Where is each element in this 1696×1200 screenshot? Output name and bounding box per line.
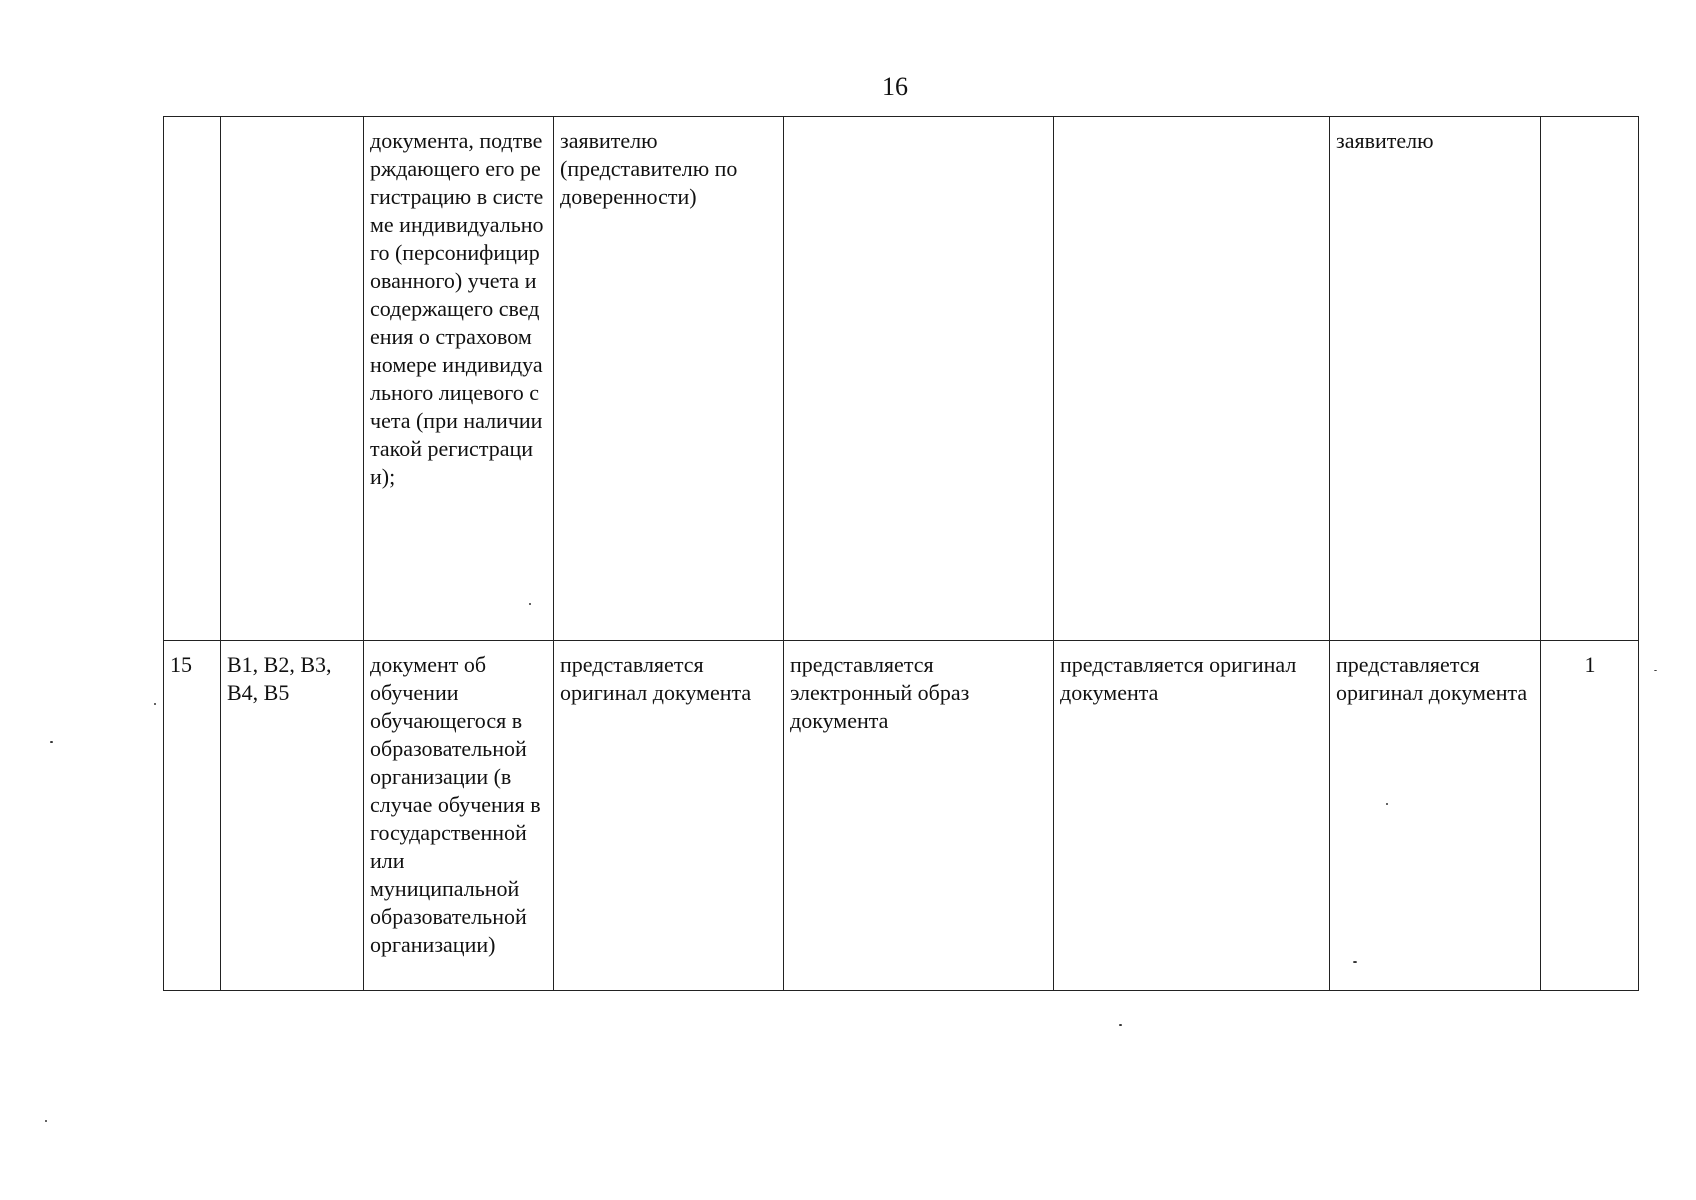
table-cell: 1	[1541, 641, 1639, 991]
scan-speck	[1654, 670, 1657, 671]
scan-speck	[1119, 1024, 1122, 1026]
table-cell: представляется электронный образ документа	[784, 641, 1054, 991]
table-cell: представляется оригинал документа	[1054, 641, 1330, 991]
table-cell	[1054, 117, 1330, 641]
table-cell: документ об обучении обучающегося в образовательной организации (в случае обучения в государственной или муниципальной образовательной организации)	[364, 641, 554, 991]
table-cell: документа, подтверждающего его регистрацию в системе индивидуального (персонифицированного) учета и содержащего сведения о страховом номере индивидуального лицевого счета (при наличии такой регистрации);	[364, 117, 554, 641]
table-cell	[1541, 117, 1639, 641]
table-cell	[221, 117, 364, 641]
table-cell: представляется оригинал документа	[1330, 641, 1541, 991]
table-cell: заявителю	[1330, 117, 1541, 641]
scan-speck	[1353, 961, 1357, 963]
scan-speck	[45, 1120, 47, 1122]
page-number: 16	[882, 72, 908, 101]
table-cell: B1, B2, B3, B4, B5	[221, 641, 364, 991]
table-row	[164, 117, 1639, 641]
table-cell	[164, 117, 221, 641]
table-cell: представляется оригинал документа	[554, 641, 784, 991]
table-cell: 15	[164, 641, 221, 991]
table-cell: заявителю (представителю по доверенности)	[554, 117, 784, 641]
scan-speck	[1386, 803, 1388, 805]
table-row	[164, 641, 1639, 991]
document-table	[163, 116, 1639, 991]
scan-speck	[154, 703, 156, 705]
table-cell	[784, 117, 1054, 641]
scan-speck	[50, 741, 53, 743]
scan-speck	[529, 603, 531, 605]
